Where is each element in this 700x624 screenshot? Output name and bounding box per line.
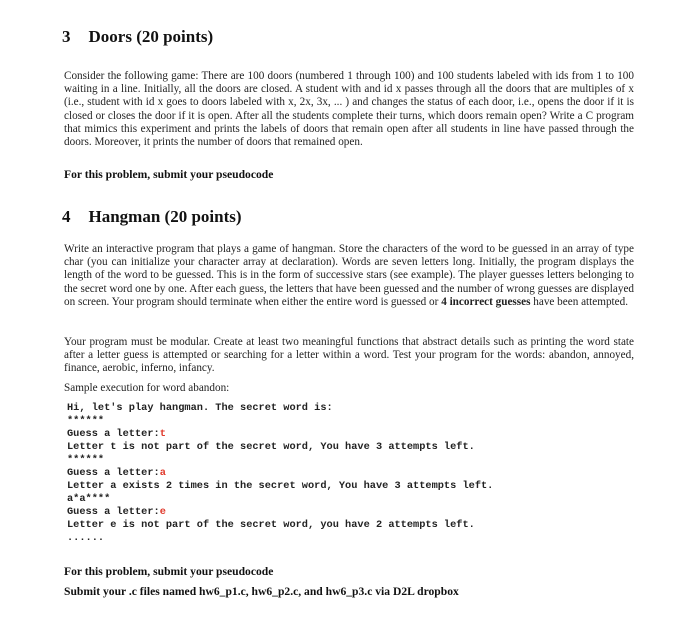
section-4-body-1-end: have been attempted.	[533, 295, 629, 308]
section-4-body-2: Your program must be modular. Create at least two meaningful functions that abstract details such as printing the word state after a letter guess is attempted or searching for a letter within a word. Test your program for the words: abandon, annoyed, finance, aerobic, inferno, infancy.	[64, 336, 634, 375]
sample-result-1: Letter t is not part of the secret word, You have 3 attempts left.	[67, 441, 475, 453]
section-3-submit-note: For this problem, submit your pseudocode	[64, 168, 274, 181]
section-4-title: Hangman (20 points)	[88, 207, 242, 226]
sample-prompt-1: Guess a letter:	[67, 428, 160, 440]
sample-result-2: Letter a exists 2 times in the secret word, You have 3 attempts left.	[67, 480, 494, 492]
sample-guess-2: a	[159, 467, 166, 479]
sample-prompt-2: Guess a letter:	[67, 467, 160, 479]
section-3-number: 3	[62, 27, 71, 46]
section-4-body-1-text: Write an interactive program that plays a game of hangman. Store the characters of the word to be guessed in an array of type char (you can initialize your character array at declaration). Words are seven letters long. Initially, the program displays the length of the word to be guessed. This is in the form of successive stars (see example). The player guesses letters belonging to the secret word one by one. After each guess, the letters that have been guessed and the number of wrong guesses are displayed on screen. Your program should terminate when either the entire word is guessed or	[64, 243, 634, 308]
sample-execution-label: Sample execution for word abandon:	[64, 382, 230, 394]
sample-guess-line-2	[67, 467, 627, 480]
sample-result-3: Letter e is not part of the secret word, you have 2 attempts left.	[67, 519, 475, 531]
sample-stars-1: ******	[67, 415, 105, 427]
section-4-submit-note: For this problem, submit your pseudocode	[64, 565, 274, 578]
section-3-heading	[62, 27, 213, 47]
section-3-body: Consider the following game: There are 100 doors (numbered 1 through 100) and 100 students labeled with ids from 1 to 100 waiting in a line. Initially, all the doors are closed. A student with and id x passes through all the doors that are multiples of x (i.e., student with id x goes to doors labeled with x, 2x, 3x, ... ) and changes the status of each door, i.e., opens the door if it is closed or closes the door if it is open. After all the students complete their turns, which doors remain open? Write a C program that mimics this experiment and prints the labels of doors that remain open after all students in line have passed through the doors. Moreover, it prints the number of doors that remained open.	[64, 70, 634, 149]
section-4-body-1	[64, 243, 634, 309]
sample-greeting: Hi, let's play hangman. The secret word is:	[67, 402, 333, 414]
sample-dots: ......	[67, 532, 105, 544]
section-4-heading	[62, 207, 242, 227]
sample-prompt-3: Guess a letter:	[67, 506, 160, 518]
final-submission-note: Submit your .c files named hw6_p1.c, hw6_p2.c, and hw6_p3.c via D2L dropbox	[64, 585, 459, 598]
section-4-number: 4	[62, 207, 71, 226]
sample-guess-line-3	[67, 506, 627, 519]
sample-guess-line-1	[67, 428, 627, 441]
incorrect-guesses-emphasis: 4 incorrect guesses	[441, 295, 531, 308]
sample-guess-3: e	[159, 506, 166, 518]
section-3-title: Doors (20 points)	[88, 27, 214, 46]
sample-stars-2: ******	[67, 454, 105, 466]
sample-stars-3: a*a****	[67, 493, 111, 505]
sample-guess-1: t	[159, 428, 166, 440]
sample-execution-output	[67, 402, 627, 545]
